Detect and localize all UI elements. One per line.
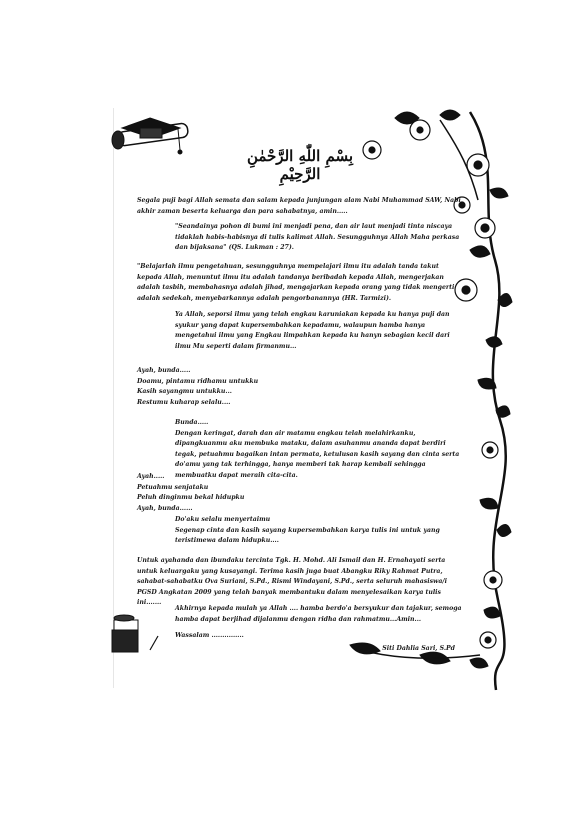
verse-line: Kasih sayangmu untukku... [137,388,232,396]
quran-quote-text: "Seandainya pohon di bumi ini menjadi pena, dan air laut menjadi tinta niscaya tidaklah habis-habisnya di tulis kalimat Allah. Sesungguhnya Allah Maha perkasa dan bijaksana" [175,223,460,252]
closing-paragraph: Akhirnya kepada mulah ya Allah .... hamba berdo'a bersyukur dan tajakur, semoga hamba dapat berjihad dijalanmu dengan ridha dan rahmatmu...Amin... [175,605,462,623]
ayah-bunda-verse [137,366,337,408]
verse-line: Petuahmu senjataku [137,483,209,491]
quran-quote [175,222,465,254]
verse-line: Doamu, pintamu ridhamu untukku [137,377,259,385]
books-quill-icon [112,615,158,652]
verse-line: Ayah..... [137,473,165,480]
bunda-title: Bunda..... [175,419,209,426]
doa-line: Do'aku selalu menyertaimu [175,516,271,523]
basmalah-heading: بِسْمِ اللّٰهِ الرَّحْمٰنِ الرَّحِيْمِ [246,147,354,183]
intro-paragraph: Segala puji bagi Allah semata dan salam kepada junjungan alam Nabi Muhammad SAW, Nabi akhir zaman beserta keluarga dan para sahabatnya, amin..... [137,197,461,215]
thanks-paragraph: Untuk ayahanda dan ibundaku tercinta Tgk. H. Mohd. Ali Ismail dan H. Ernahayati serta untuk keluargaku yang kusayangi. Terima kasih juga buat Abangku Riky Rahmat Putra, sahabat-sahabatku Ova Suriani, S.Pd., Rismi Windayani, S.Pd., serta seluruh mahasiswa/i PGSD Angkatan 2009 yang telah banyak membantuku dalam menyelesaikan karya tulis ini....... [137,557,447,607]
graduation-cap-icon [112,118,189,154]
verse-line: Ayah, bunda..... [137,367,191,374]
verse-line: Restumu kuharap selalu.... [137,398,231,406]
verse-line: Ayah, bunda...... [137,504,193,512]
doa-line: Segenap cinta dan kasih sayang kupersembahkan karya tulis ini untuk yang teristimewa dalam hidupku.... [175,526,440,545]
prayer-paragraph: Ya Allah, seporsi ilmu yang telah engkau karuniakan kepada ku hanya puji dan syukur yang dapat kupersembahkan kepadamu, walaupun hamba hanya mengetahui ilmu yang Engkau limpahkan kepada ku hanyn sebagian kecil dari ilmu Mu seperti dalam firmanmu... [175,311,450,350]
ayah-verse [137,472,337,514]
verse-line: Peluh dinginmu bekal hidupku [137,494,245,502]
bunda-text: Dengan keringat, darah dan air matamu engkau telah melahirkanku, dipangkuanmu aku membuka mataku, dalam asuhanmu ananda dapat berdiri tegak, petuahmu bagaikan intan permata, ketulusan kasih sayang dan cinta serta do'amu yang tak terhingga, hanya memberi tak harap kembali sehingga membuatku dapat meraih cita-cita. [175,429,460,479]
signature: Siti Dahlia Sari, S.Pd [382,645,455,652]
wassalam-text: Wassalam ............... [175,632,244,639]
doa-section [175,515,465,547]
hadith-quote: "Belajarlah ilmu pengetahuan, sesungguhnya mempelajari ilmu itu adalah tanda takut kepada Allah, menuntut ilmu itu adalah tandanya beribadah kepada Allah, mengerjakan adalah tasbih, membahasnya adalah jihad, mengajarkan kepada orang yang tidak mengerti adalah sedekah, menyebarkannya adalah pengorbanannya (HR. Tarmizi). [137,263,455,302]
quran-quote-reference: (QS. Lukman : 27). [228,244,294,252]
